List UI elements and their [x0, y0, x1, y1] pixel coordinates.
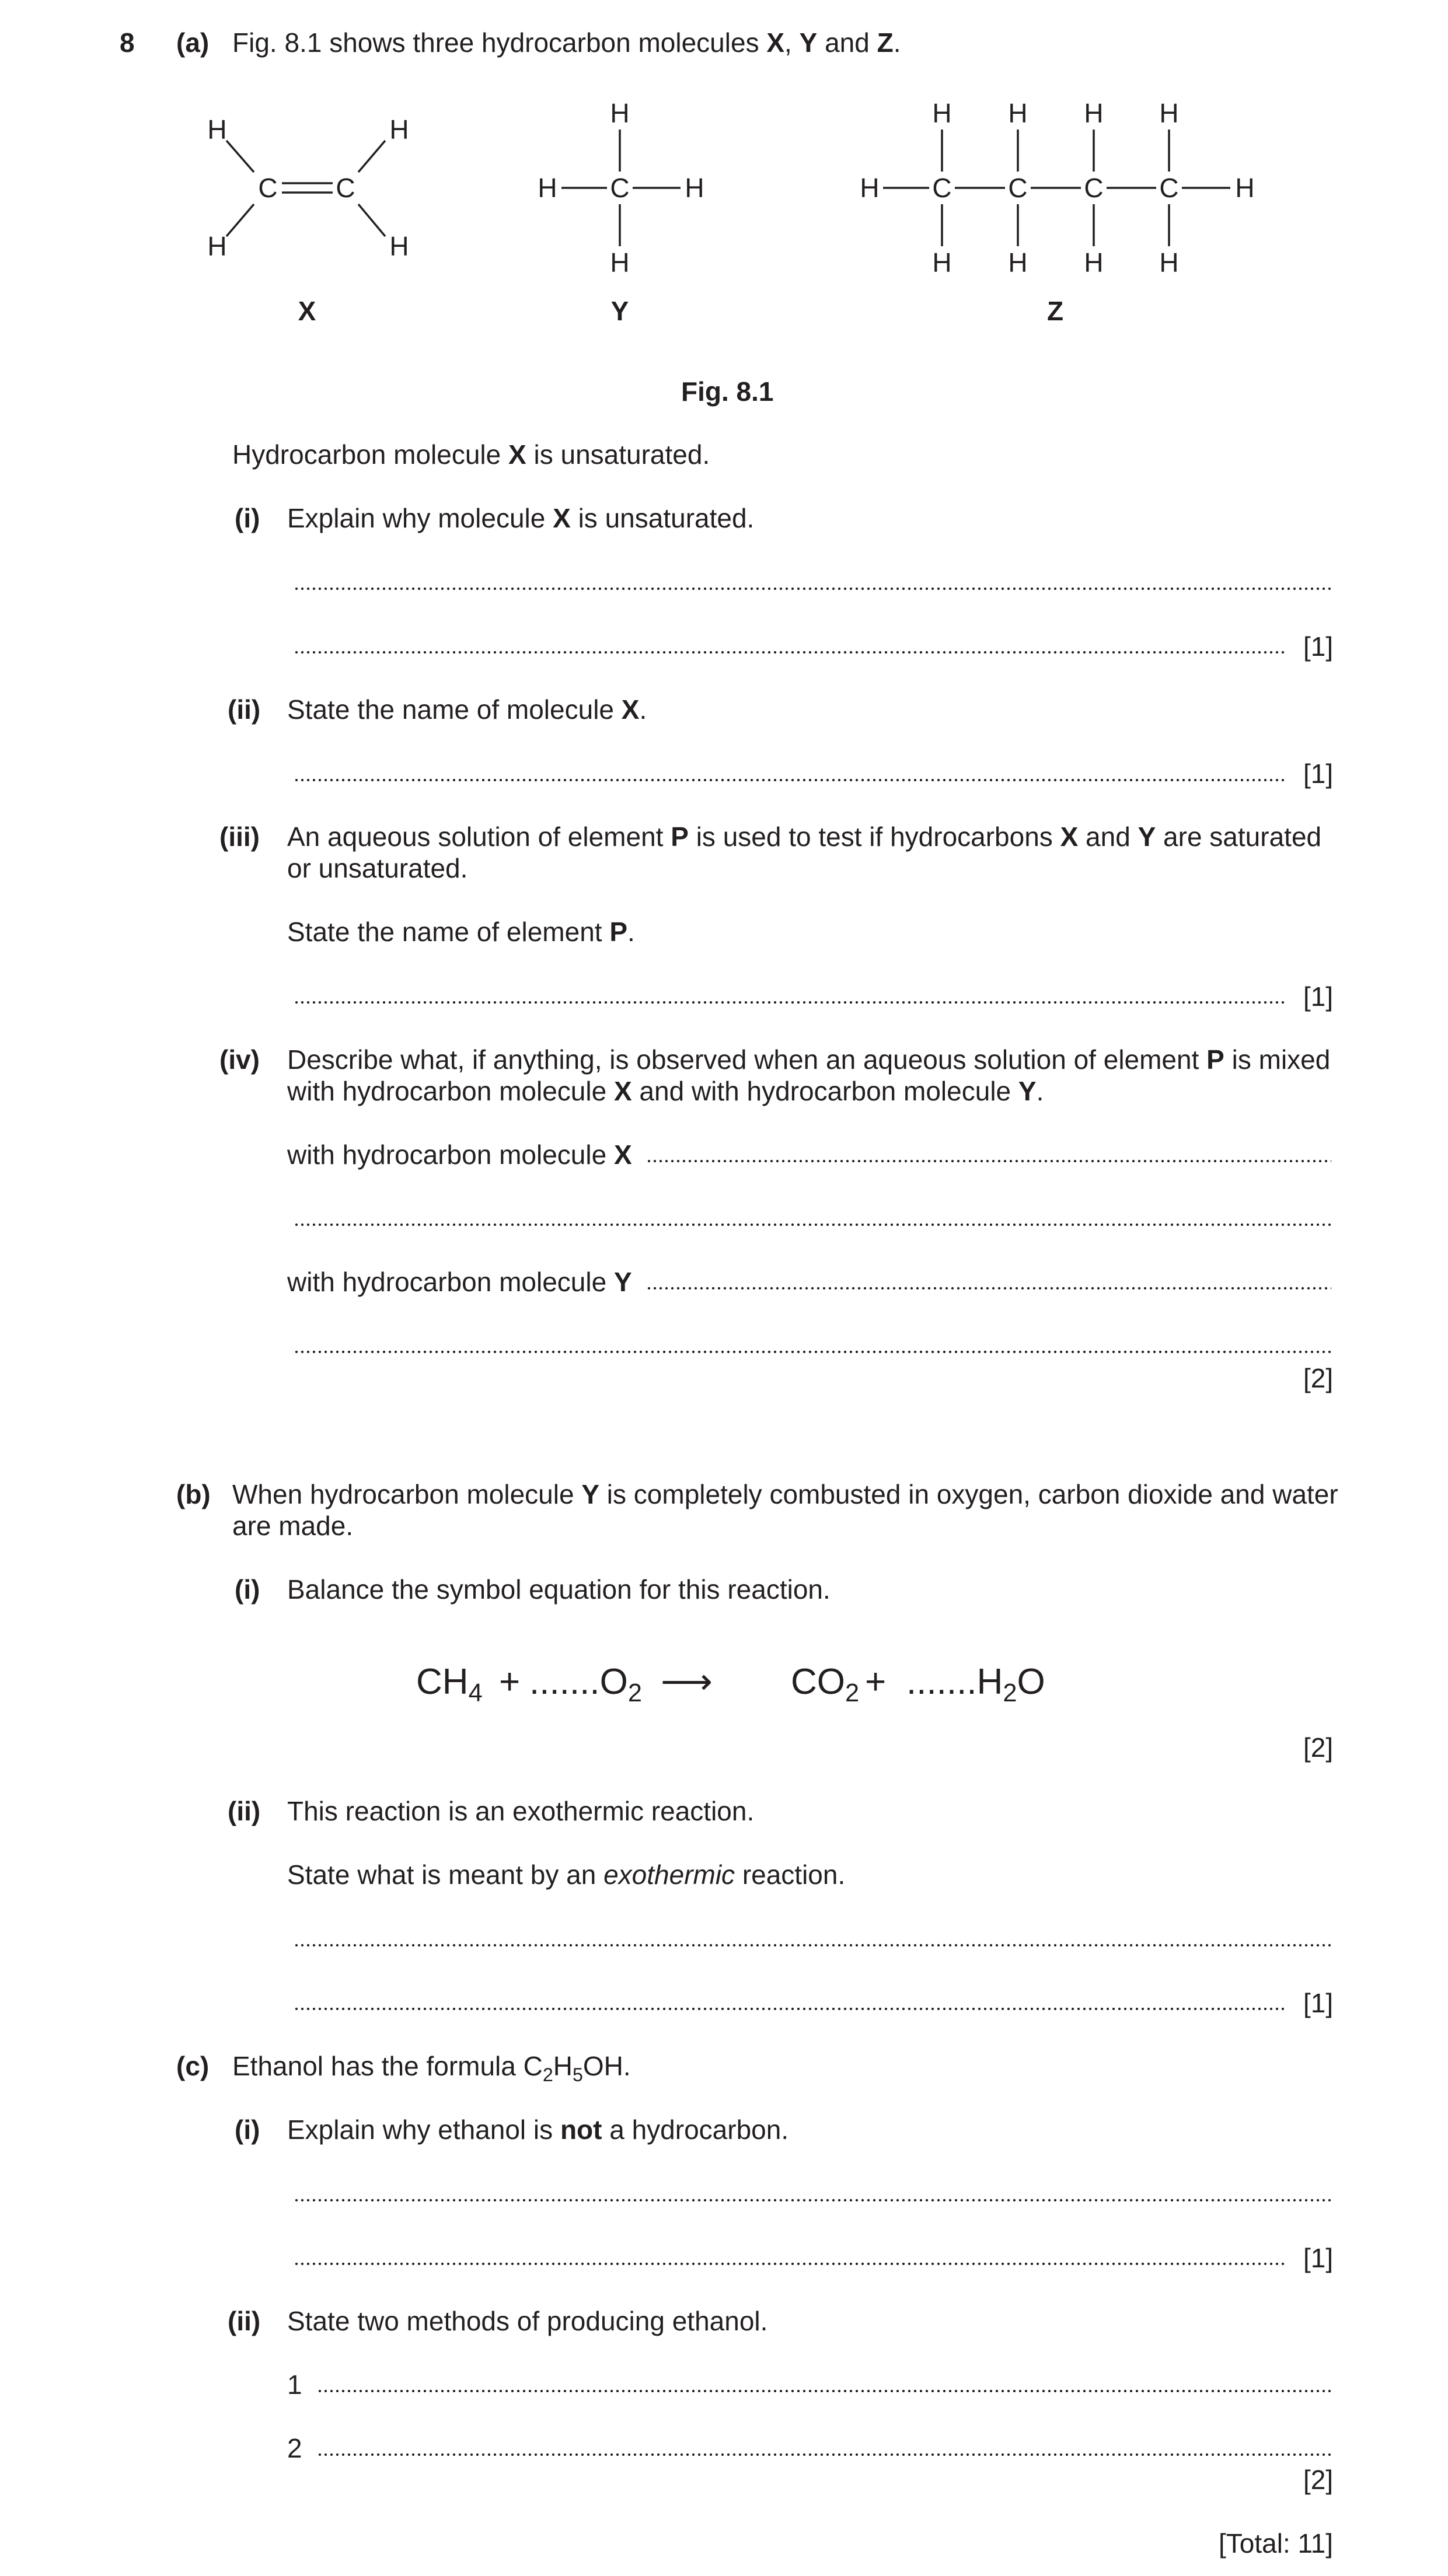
question-number: 8	[120, 27, 135, 58]
answer-line-a-i-2[interactable]	[294, 651, 1286, 654]
equation-plus-1: +	[499, 1662, 521, 1702]
answer-line-a-iii[interactable]	[294, 1001, 1286, 1004]
atom-y-h-bottom: H	[610, 247, 630, 278]
part-b-label: (b)	[176, 1479, 211, 1509]
answer-line-b-ii-2[interactable]	[294, 2007, 1286, 2011]
a-iii-label: (iii)	[219, 822, 260, 852]
c-i-label: (i)	[235, 2114, 260, 2145]
atom-z-h-left: H	[860, 173, 880, 203]
a-iii-question-line2: or unsaturated.	[287, 853, 468, 883]
molecule-label-x: X	[298, 296, 316, 326]
atom-y-c: C	[610, 173, 630, 203]
bond-x-1	[226, 141, 254, 172]
a-iv-label: (iv)	[219, 1044, 260, 1075]
b-i-question: Balance the symbol equation for this reaction.	[287, 1574, 831, 1605]
atom-y-h-left: H	[538, 173, 557, 203]
part-b-stem-line2: are made.	[232, 1511, 354, 1541]
part-a-intro: Fig. 8.1 shows three hydrocarbon molecules X, Y and Z.	[232, 27, 901, 58]
equation-plus-2: +	[865, 1662, 887, 1702]
b-ii-question: State what is meant by an exothermic reaction.	[287, 1860, 846, 1890]
part-b-stem-line1: When hydrocarbon molecule Y is completely combusted in oxygen, carbon dioxide and water	[232, 1479, 1338, 1509]
atom-x-h3: H	[207, 231, 227, 261]
bond-x-2	[358, 141, 385, 172]
blank-h2o-coefficient[interactable]: .......	[906, 1662, 977, 1702]
atom-y-h-right: H	[685, 173, 704, 203]
atom-z-h-bot3: H	[1084, 247, 1104, 278]
part-c-stem: Ethanol has the formula $C_2H_5OH$.	[232, 2051, 631, 2085]
atom-z-c4: C	[1159, 173, 1179, 203]
equation-co2: $CO_2$	[791, 1662, 860, 1708]
molecule-label-z: Z	[1046, 296, 1064, 326]
bond-x-3	[226, 204, 254, 236]
answer-line-a-ii[interactable]	[294, 778, 1286, 782]
equation-arrow: ⟶	[661, 1662, 713, 1702]
c-ii-question: State two methods of producing ethanol.	[287, 2306, 768, 2336]
equation-o2: $.......O_2$	[529, 1662, 642, 1708]
atom-z-h-top4: H	[1159, 98, 1179, 128]
figure-8-1	[0, 0, 1448, 350]
equation-ch4: $CH_4$	[416, 1662, 483, 1708]
atom-z-h-top2: H	[1008, 98, 1028, 128]
marks-a-ii: [1]	[1303, 759, 1334, 789]
answer-line-c-i-1[interactable]	[294, 2198, 1331, 2202]
a-iii-question-line1: An aqueous solution of element P is used to test if hydrocarbons X and Y are saturated	[287, 822, 1322, 852]
part-a-label: (a)	[176, 27, 210, 58]
marks-a-iii: [1]	[1303, 981, 1334, 1012]
answer-line-a-iv-y-1[interactable]	[646, 1287, 1331, 1290]
c-ii-label: (ii)	[228, 2306, 261, 2336]
atom-z-h-top1: H	[932, 98, 952, 128]
a-iv-question-line1: Describe what, if anything, is observed when an aqueous solution of element P is mixed	[287, 1044, 1331, 1075]
a-ii-label: (ii)	[228, 694, 261, 725]
answer-line-a-iv-x-1[interactable]	[646, 1159, 1331, 1163]
answer-line-c-ii-1[interactable]	[317, 2389, 1331, 2393]
marks-c-i: [1]	[1303, 2243, 1334, 2273]
blank-o2-coefficient[interactable]: .......	[529, 1662, 600, 1702]
marks-c-ii: [2]	[1303, 2465, 1334, 2495]
answer-line-b-ii-1[interactable]	[294, 1944, 1331, 1947]
answer-line-c-i-2[interactable]	[294, 2262, 1286, 2266]
a-iii-instruction: State the name of element P.	[287, 917, 635, 947]
a-iv-with-y: with hydrocarbon molecule Y	[287, 1267, 632, 1297]
b-ii-label: (ii)	[228, 1796, 261, 1826]
atom-z-h-bot1: H	[932, 247, 952, 278]
atom-z-c1: C	[932, 173, 952, 203]
atom-x-h1: H	[207, 114, 227, 145]
atom-x-h2: H	[389, 114, 409, 145]
marks-a-iv: [2]	[1303, 1363, 1334, 1393]
equation-h2o: $.......H_2O$	[906, 1662, 1045, 1708]
atom-z-c3: C	[1084, 173, 1104, 203]
c-i-question: Explain why ethanol is not a hydrocarbon.	[287, 2114, 789, 2145]
a-iv-with-x: with hydrocarbon molecule X	[287, 1140, 632, 1170]
a-iv-question-line2: with hydrocarbon molecule X and with hydrocarbon molecule Y.	[287, 1076, 1044, 1106]
b-i-label: (i)	[235, 1574, 260, 1605]
c-ii-item-1-number: 1	[287, 2369, 302, 2400]
a-ii-question: State the name of molecule X.	[287, 694, 647, 725]
atom-y-h-top: H	[610, 98, 630, 128]
atom-x-c1: C	[258, 173, 278, 203]
marks-a-i: [1]	[1303, 631, 1334, 662]
atom-z-h-right: H	[1235, 173, 1255, 203]
atom-z-h-bot4: H	[1159, 247, 1179, 278]
a-i-label: (i)	[235, 503, 260, 533]
b-ii-statement: This reaction is an exothermic reaction.	[287, 1796, 755, 1826]
atom-z-h-top3: H	[1084, 98, 1104, 128]
atom-x-h4: H	[389, 231, 409, 261]
answer-line-a-iv-y-2[interactable]	[294, 1350, 1331, 1354]
marks-b-i: [2]	[1303, 1732, 1334, 1763]
answer-line-a-iv-x-2[interactable]	[294, 1223, 1331, 1226]
answer-line-c-ii-2[interactable]	[317, 2453, 1331, 2456]
atom-z-h-bot2: H	[1008, 247, 1028, 278]
figure-caption: Fig. 8.1	[681, 376, 774, 407]
c-ii-item-2-number: 2	[287, 2433, 302, 2463]
atom-x-c2: C	[336, 173, 355, 203]
atom-z-c2: C	[1008, 173, 1028, 203]
molecule-label-y: Y	[610, 296, 629, 326]
part-c-label: (c)	[176, 2051, 210, 2081]
part-a-stem: Hydrocarbon molecule X is unsaturated.	[232, 439, 710, 470]
a-i-question: Explain why molecule X is unsaturated.	[287, 503, 755, 533]
total-marks: [Total: 11]	[1219, 2528, 1334, 2558]
answer-line-a-i-1[interactable]	[294, 587, 1331, 590]
bond-x-4	[358, 204, 385, 236]
marks-b-ii: [1]	[1303, 1988, 1334, 2018]
